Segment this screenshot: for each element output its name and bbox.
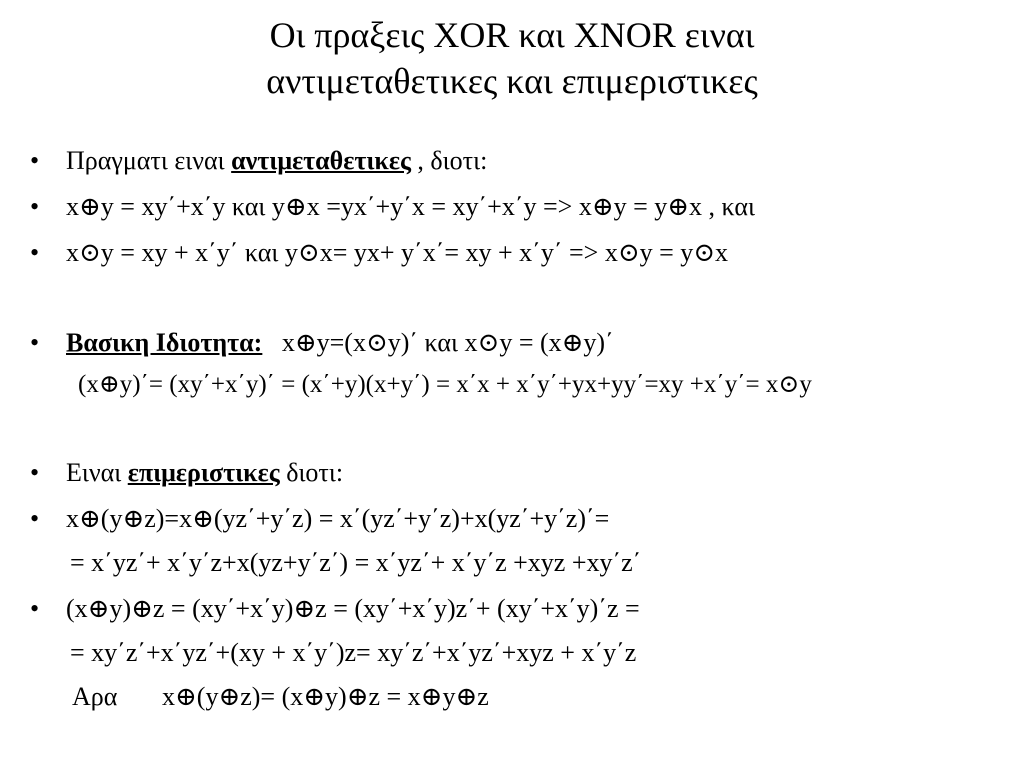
commutative-intro-pre: Πραγματι ειναι	[66, 146, 232, 175]
distributive-term: επιμεριστικες	[127, 458, 280, 487]
conclusion-label: Αρα	[72, 682, 118, 711]
commutative-intro	[66, 146, 487, 176]
bullet-2: •	[30, 192, 40, 221]
distributive-intro-pre: Ειναι	[66, 458, 128, 487]
distributive-intro	[66, 458, 343, 488]
slide-title-line-1: Οι πραξεις XOR και XNOR ειναι	[269, 15, 755, 55]
xor-assoc-left-expansion: x⊕(y⊕z)=x⊕(yz΄+y΄z) = x΄(yz΄+y΄z)+x(yz΄+y΄z)΄=	[66, 504, 610, 533]
basic-property-label: Βασικη Ιδιοτητα:	[66, 328, 263, 357]
bullet-4: •	[30, 328, 40, 357]
basic-property-proof: (x⊕y)΄= (xy΄+x΄y)΄ = (x΄+y)(x+y΄) = x΄x + x΄y΄+yx+yy΄=xy +x΄y΄= x⊙y	[78, 371, 812, 398]
xor-assoc-right-expansion: (x⊕y)⊕z = (xy΄+x΄y)⊕z = (xy΄+x΄y)z΄+ (xy΄+x΄y)΄z =	[66, 594, 640, 623]
bullet-5: •	[30, 458, 40, 487]
bullet-7: •	[30, 594, 40, 623]
slide-title-line-2: αντιμεταθετικες και επιμεριστικες	[266, 61, 758, 101]
xor-assoc-left-result: = x΄yz΄+ x΄y΄z+x(yz+y΄z΄) = x΄yz΄+ x΄y΄z +xyz +xy΄z΄	[70, 548, 642, 577]
commutative-intro-post: , διοτι:	[410, 146, 488, 175]
xor-assoc-right-result: = xy΄z΄+x΄yz΄+(xy + x΄y΄)z= xy΄z΄+x΄yz΄+xyz + x΄y΄z	[70, 638, 637, 667]
slide-title	[0, 12, 1024, 104]
basic-property-formula: x⊕y=(x⊙y)΄ και x⊙y = (x⊕y)΄	[262, 328, 614, 357]
bullet-6: •	[30, 504, 40, 533]
conclusion-formula: x⊕(y⊕z)= (x⊕y)⊕z = x⊕y⊕z	[162, 682, 489, 711]
basic-property	[66, 328, 614, 358]
commutative-term: αντιμεταθετικες	[231, 146, 411, 175]
xnor-commutative-proof: x⊙y = xy + x΄y΄ και y⊙x= yx+ y΄x΄= xy + x΄y΄ => x⊙y = y⊙x	[66, 238, 729, 267]
distributive-intro-post: διοτι:	[279, 458, 344, 487]
bullet-1: •	[30, 146, 40, 175]
xor-commutative-proof: x⊕y = xy΄+x΄y και y⊕x =yx΄+y΄x = xy΄+x΄y => x⊕y = y⊕x , και	[66, 192, 756, 221]
bullet-3: •	[30, 238, 40, 267]
